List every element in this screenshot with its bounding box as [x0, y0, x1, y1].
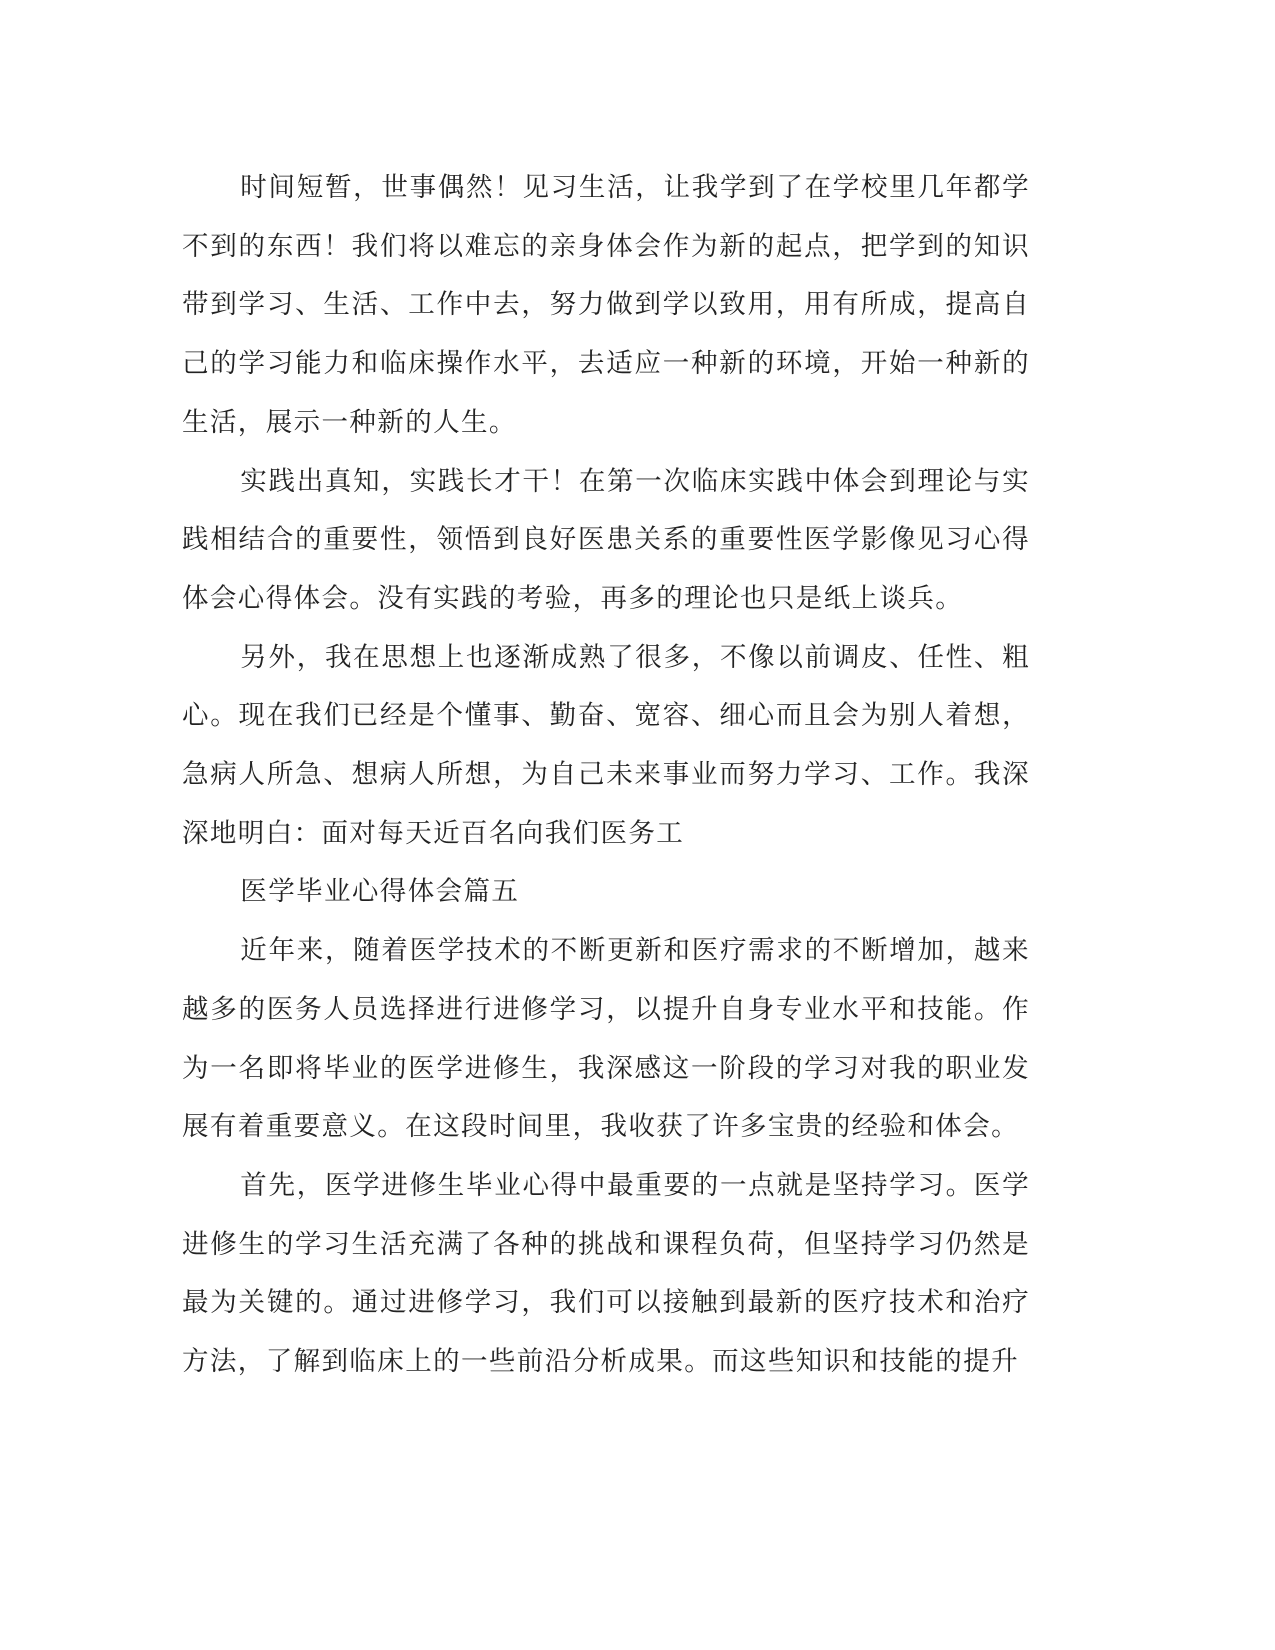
paragraph-practice: 实践出真知，实践长才干！在第一次临床实践中体会到理论与实践相结合的重要性，领悟到良好医患关系的重要性医学影像见习心得体会心得体会。没有实践的考验，再多的理论也只是纸上谈兵。	[182, 465, 1030, 614]
paragraph-reflection: 时间短暂，世事偶然！见习生活，让我学到了在学校里几年都学不到的东西！我们将以难忘的亲身体会作为新的起点，把学到的知识带到学习、生活、工作中去，努力做到学以致用，用有所成，提高自己的学习能力和临床操作水平，去适应一种新的环境，开始一种新的生活，展示一种新的人生。	[182, 172, 1030, 438]
paragraph-first-point: 首先，医学进修生毕业心得中最重要的一点就是坚持学习。医学进修生的学习生活充满了各种的挑战和课程负荷，但坚持学习仍然是最为关键的。通过进修学习，我们可以接触到最新的医疗技术和治疗方法，了解到临床上的一些前沿分析成果。而这些知识和技能的提升	[182, 1169, 1030, 1378]
paragraph-growth: 另外，我在思想上也逐渐成熟了很多，不像以前调皮、任性、粗心。现在我们已经是个懂事、勤奋、宽容、细心而且会为别人着想，急病人所急、想病人所想，为自己未来事业而努力学习、工作。我深深地明白：面对每天近百名向我们医务工	[182, 641, 1030, 849]
document-body	[182, 159, 1030, 1392]
section-heading: 医学毕业心得体会篇五	[240, 876, 520, 908]
paragraph-intro: 近年来，随着医学技术的不断更新和医疗需求的不断增加，越来越多的医务人员选择进行进修学习，以提升自身专业水平和技能。作为一名即将毕业的医学进修生，我深感这一阶段的学习对我的职业发展有着重要意义。在这段时间里，我收获了许多宝贵的经验和体会。	[182, 935, 1030, 1143]
